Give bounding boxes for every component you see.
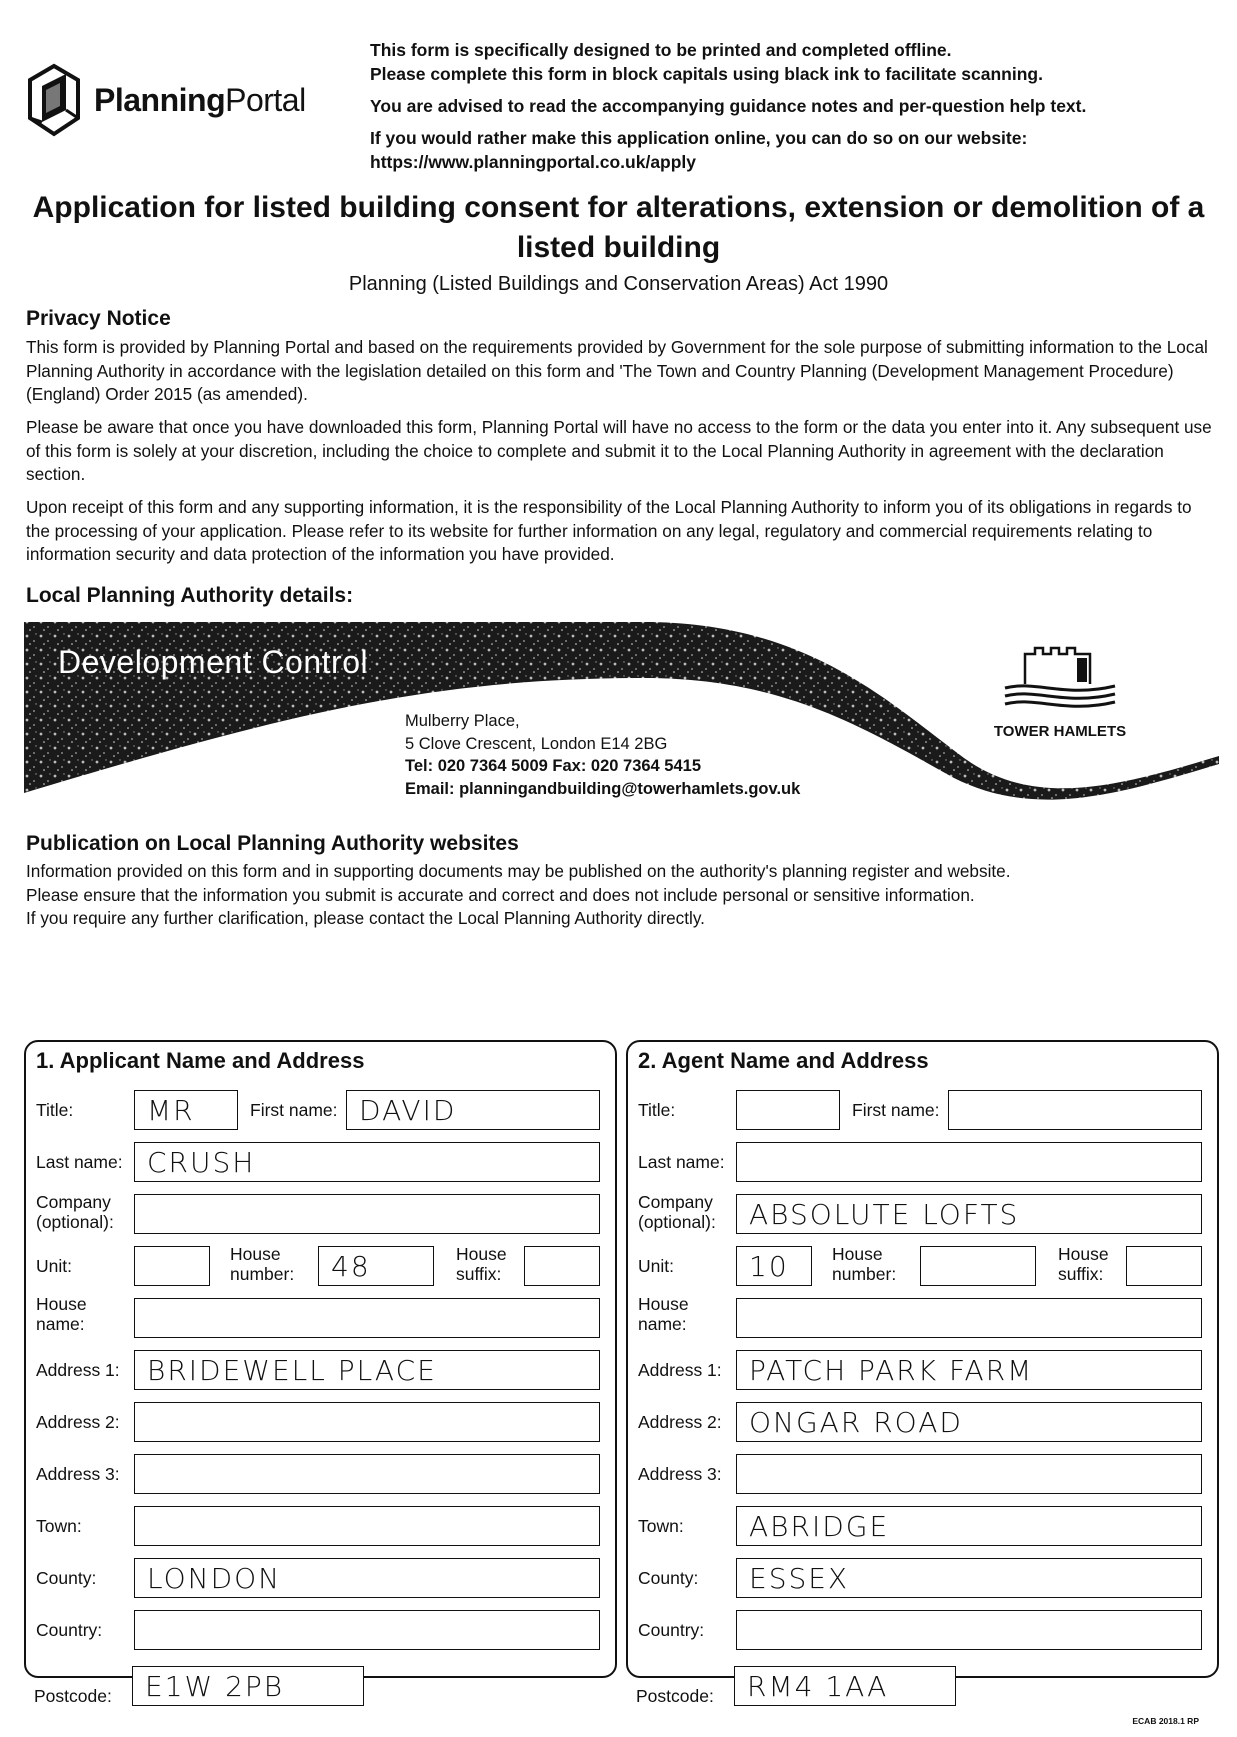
planning-portal-logo <box>24 60 306 140</box>
company-label: Company (optional): <box>638 1192 716 1232</box>
applicant-unit-field[interactable] <box>134 1246 210 1286</box>
applicant-title-field[interactable]: MR <box>134 1090 238 1130</box>
address1-label: Address 1: <box>638 1360 722 1380</box>
agent-first-name-field[interactable] <box>948 1090 1202 1130</box>
last-name-label: Last name: <box>36 1152 123 1172</box>
house-suffix-label: House suffix: <box>1058 1244 1109 1284</box>
agent-heading: 2. Agent Name and Address <box>638 1048 929 1073</box>
address2-label: Address 2: <box>638 1412 722 1432</box>
first-name-label: First name: <box>852 1100 940 1120</box>
applicant-house-number-field[interactable]: 48 <box>318 1246 434 1286</box>
lpa-phone: Tel: 020 7364 5009 Fax: 020 7364 5415 <box>405 757 702 775</box>
county-label: County: <box>638 1568 699 1588</box>
lpa-heading: Local Planning Authority details: <box>26 584 354 607</box>
agent-unit-field[interactable]: 10 <box>736 1246 812 1286</box>
lpa-banner-title: Development Control <box>58 644 369 680</box>
publication-text: Information provided on this form and in supporting documents may be published on the authority's planning register and website. Please ensure that the information you submit is accurate and correct and does not include personal or sensitive information. If you require any further clarification, please contact the Local Planning Authority directly. <box>26 861 1011 928</box>
address2-label: Address 2: <box>36 1412 120 1432</box>
form-act: Planning (Listed Buildings and Conservation Areas) Act 1990 <box>348 273 889 295</box>
lpa-address-line: Mulberry Place, <box>405 712 520 730</box>
country-label: Country: <box>36 1620 103 1640</box>
planning-portal-logo-icon <box>24 60 84 140</box>
agent-house-number-field[interactable] <box>920 1246 1036 1286</box>
applicant-address2-field[interactable] <box>134 1402 600 1442</box>
applicant-town-field[interactable] <box>134 1506 600 1546</box>
agent-county-field[interactable]: ESSEX <box>736 1558 1202 1598</box>
publication-heading: Publication on Local Planning Authority websites <box>26 832 519 855</box>
applicant-house-name-field[interactable] <box>134 1298 600 1338</box>
title-label: Title: <box>638 1100 676 1120</box>
applicant-house-suffix-field[interactable] <box>524 1246 600 1286</box>
address3-label: Address 3: <box>638 1464 722 1484</box>
applicant-postcode-field[interactable]: E1W 2PB <box>132 1666 364 1706</box>
privacy-heading: Privacy Notice <box>26 307 171 330</box>
house-name-label: House name: <box>638 1294 689 1334</box>
postcode-label: Postcode: <box>34 1686 112 1706</box>
town-label: Town: <box>638 1516 684 1536</box>
applicant-address3-field[interactable] <box>134 1454 600 1494</box>
agent-town-field[interactable]: ABRIDGE <box>736 1506 1202 1546</box>
intro-instructions <box>370 38 1190 182</box>
house-number-label: House number: <box>230 1244 295 1284</box>
agent-postcode-field[interactable]: RM4 1AA <box>734 1666 956 1706</box>
address1-label: Address 1: <box>36 1360 120 1380</box>
form-reference: ECAB 2018.1 RP <box>1132 1716 1199 1726</box>
tower-hamlets-logo <box>975 636 1145 740</box>
agent-address1-field[interactable]: PATCH PARK FARM <box>736 1350 1202 1390</box>
house-number-label: House number: <box>832 1244 897 1284</box>
agent-panel <box>626 1040 1219 1678</box>
applicant-company-field[interactable] <box>134 1194 600 1234</box>
applicant-panel <box>24 1040 617 1678</box>
applicant-last-name-field[interactable]: CRUSH <box>134 1142 600 1182</box>
intro-line: If you would rather make this application online, you can do so on our website: https://www.planningportal.co.uk/apply <box>370 128 1028 172</box>
privacy-paragraph-3: Upon receipt of this form and any supporting information, it is the responsibility of the Local Planning Authority to inform you of its obligations in regards to the processing of your application. Please refer to its website for further information on any legal, regulatory and commercial requirements relating to information security and data protection of the information you have provided. <box>26 497 1192 564</box>
lpa-address-line: 5 Clove Crescent, London E14 2BG <box>405 734 668 753</box>
applicant-county-field[interactable]: LONDON <box>134 1558 600 1598</box>
first-name-label: First name: <box>250 1100 338 1120</box>
agent-address3-field[interactable] <box>736 1454 1202 1494</box>
unit-label: Unit: <box>36 1256 72 1276</box>
applicant-first-name-field[interactable]: DAVID <box>346 1090 600 1130</box>
applicant-country-field[interactable] <box>134 1610 600 1650</box>
intro-line: You are advised to read the accompanying guidance notes and per-question help text. <box>370 96 1087 116</box>
agent-house-suffix-field[interactable] <box>1126 1246 1202 1286</box>
agent-address2-field[interactable]: ONGAR ROAD <box>736 1402 1202 1442</box>
house-suffix-label: House suffix: <box>456 1244 507 1284</box>
county-label: County: <box>36 1568 97 1588</box>
privacy-paragraph-2: Please be aware that once you have downloaded this form, Planning Portal will have no access to the form or the data you enter into it. Any subsequent use of this form is solely at your discretion, including the choice to complete and submit it to the Local Planning Authority in agreement with the declaration section. <box>26 417 1212 484</box>
tower-hamlets-castle-icon <box>995 636 1125 716</box>
tower-hamlets-name: TOWER HAMLETS <box>993 723 1127 740</box>
last-name-label: Last name: <box>638 1152 725 1172</box>
applicant-heading: 1. Applicant Name and Address <box>36 1048 365 1073</box>
agent-house-name-field[interactable] <box>736 1298 1202 1338</box>
country-label: Country: <box>638 1620 705 1640</box>
address3-label: Address 3: <box>36 1464 120 1484</box>
agent-title-field[interactable] <box>736 1090 840 1130</box>
planning-portal-wordmark: PlanningPortal <box>94 81 306 118</box>
postcode-label: Postcode: <box>636 1686 714 1706</box>
house-name-label: House name: <box>36 1294 87 1334</box>
title-label: Title: <box>36 1100 74 1120</box>
unit-label: Unit: <box>638 1256 674 1276</box>
lpa-email: Email: planningandbuilding@towerhamlets.gov.uk <box>405 779 801 798</box>
agent-last-name-field[interactable] <box>736 1142 1202 1182</box>
agent-company-field[interactable]: ABSOLUTE LOFTS <box>736 1194 1202 1234</box>
agent-country-field[interactable] <box>736 1610 1202 1650</box>
lpa-contact-details <box>405 710 800 800</box>
intro-line: This form is specifically designed to be printed and completed offline. Please complete this form in block capitals using black ink to facilitate scanning. <box>370 40 1043 84</box>
privacy-paragraph-1: This form is provided by Planning Portal and based on the requirements provided by Government for the sole purpose of submitting information to the Local Planning Authority in accordance with the legislation detailed on this form and 'The Town and Country Planning (Development Management Procedure) (England) Order 2015 (as amended). <box>26 337 1208 404</box>
company-label: Company (optional): <box>36 1192 114 1232</box>
apply-url: https://www.planningportal.co.uk/apply <box>370 152 697 172</box>
applicant-address1-field[interactable]: BRIDEWELL PLACE <box>134 1350 600 1390</box>
town-label: Town: <box>36 1516 82 1536</box>
form-title: Application for listed building consent for alterations, extension or demolition of a listed building <box>32 191 1205 264</box>
